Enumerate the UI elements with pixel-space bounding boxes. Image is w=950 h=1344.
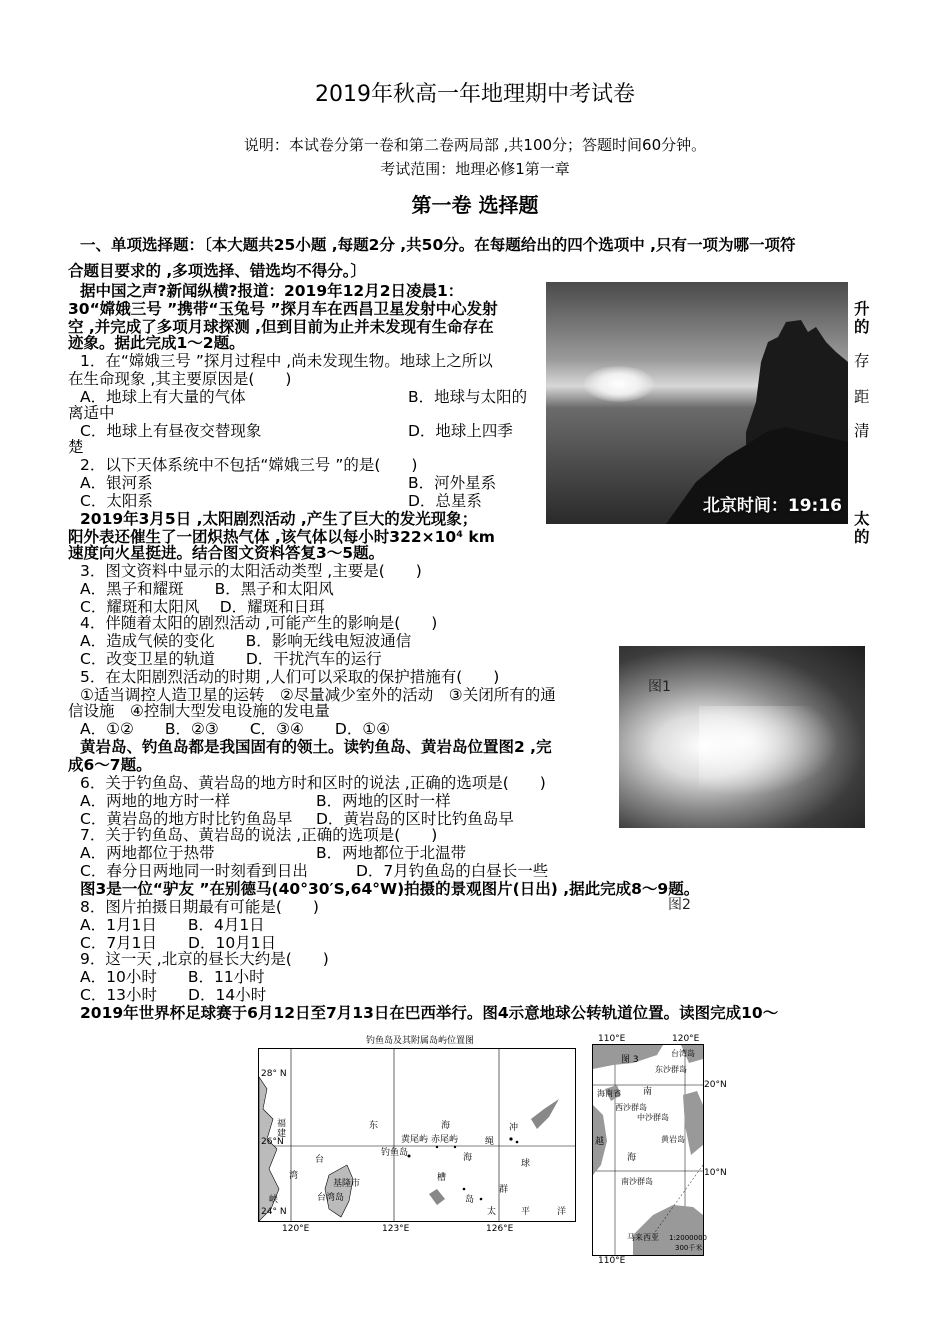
map2-hainan: 海南省 — [597, 1089, 621, 1098]
passage-2-line-a: 2019年3月5日 ,太阳剧烈活动 ,产生了巨大的发光现象； — [80, 510, 478, 528]
map2-dongsha: 东沙群岛 — [655, 1065, 687, 1074]
map2-lat-10: 10°N — [704, 1168, 727, 1178]
q2-option-a: A．银河系 — [80, 474, 153, 492]
map1-east: 东 — [369, 1121, 379, 1131]
figure-solar-activity-photo — [619, 646, 865, 828]
passage-3-line-a: 黄岩岛、钓鱼岛都是我国固有的领土。读钓鱼岛、黄岩岛位置图2 ,完 — [80, 738, 552, 756]
map2-zhongsha: 中沙群岛 — [637, 1113, 669, 1122]
part1-header-line1: 一、单项选择题：〔本大题共25小题 ,每题2分 ,共50分。在每题给出的四个选项中 ,只有一项为哪一项符 — [80, 236, 796, 254]
q6-option-d: D．黄岩岛的区时比钓鱼岛早 — [316, 810, 514, 828]
question-9: 9．这一天 ,北京的昼长大约是( ) — [80, 950, 329, 968]
question-1-right: 存 — [854, 352, 870, 370]
map1-taiwan: 台湾岛 — [317, 1193, 345, 1203]
map2-lon-120-top: 120°E — [672, 1034, 700, 1044]
map1-lon-126: 126°E — [486, 1224, 514, 1234]
q3-options-cd: C．耀斑和太阳风 D．耀斑和日珥 — [80, 598, 325, 616]
map2-hai: 海 — [627, 1153, 637, 1163]
figure2-caption: 图2 — [668, 897, 691, 913]
photo-timestamp: 北京时间：19:16 — [702, 496, 842, 516]
passage-2-line-c: 速度向火星挺进。结合图文资料答复3～5题。 — [68, 544, 385, 562]
solar-flare — [699, 706, 839, 796]
q1-option-b-right: 距 — [854, 388, 870, 406]
map2-scale: 1:2000000 — [669, 1234, 707, 1242]
map1-sheng: 绳 — [485, 1137, 495, 1147]
q8-options-cd: C．7月1日 D．10月1日 — [80, 934, 277, 952]
figure1-caption: 图1 — [648, 679, 671, 695]
question-8: 8．图片拍摄日期最有可能是( ) — [80, 898, 319, 916]
map-diaoyu-islands — [258, 1048, 576, 1222]
q1-option-b: B．地球与太阳的 — [408, 388, 528, 406]
map1-title: 钓鱼岛及其附属岛屿位置图 — [366, 1036, 475, 1046]
map1-diaoyu: 钓鱼岛 — [381, 1148, 409, 1158]
cliff-silhouette — [546, 282, 848, 524]
map1-tai2: 太 — [487, 1207, 497, 1217]
map1-huangwei: 黄尾屿 — [401, 1135, 429, 1145]
section-title: 第一卷 选择题 — [411, 193, 539, 217]
passage-5: 2019年世界杯足球赛于6月12日至7月13日在巴西举行。图4示意地球公转轨道位置。读图完成10～ — [80, 1004, 779, 1022]
question-6: 6．关于钓鱼岛、黄岩岛的地方时和区时的说法 ,正确的选项是( ) — [80, 774, 546, 792]
passage-3-line-b: 成6～7题。 — [68, 756, 152, 774]
map2-nan: 南 — [643, 1087, 653, 1097]
question-2: 2．以下天体系统中不包括“嫦娥三号 ”的是( ) — [80, 456, 418, 474]
map1-jilong: 基隆市 — [333, 1179, 361, 1189]
q8-options-ab: A．1月1日 B．4月1日 — [80, 916, 265, 934]
q6-option-c: C．黄岩岛的地方时比钓鱼岛早 — [80, 810, 293, 828]
map2-nansha: 南沙群岛 — [621, 1177, 653, 1186]
passage-2-line-a-right: 太 — [854, 510, 870, 528]
map2-lines — [593, 1045, 703, 1255]
map1-lon-123: 123°E — [382, 1224, 410, 1234]
passage-1-line-c: 空 ,并完成了多项月球探测 ,但到目前为止并未发现有生命存在 — [68, 318, 494, 336]
map1-lat-26: 26°N — [261, 1137, 284, 1147]
question-1: 1．在“嫦娥三号 ”探月过程中 ,尚未发现生物。地球上之所以 — [80, 352, 493, 370]
passage-1-line-b-right: 的 — [854, 318, 870, 336]
page-title: 2019年秋高一年地理期中考试卷 — [315, 82, 635, 107]
q1-option-d: D．地球上四季 — [408, 422, 513, 440]
q7-option-b: B．两地都位于北温带 — [316, 844, 467, 862]
map2-malaixiya: 马来西亚 — [627, 1233, 659, 1242]
q7-option-d: D．7月钓鱼岛的白昼长一些 — [356, 862, 549, 880]
map2-huangyan: 黄岩岛 — [661, 1135, 685, 1144]
map2-scale-km: 300千米 — [675, 1244, 703, 1252]
passage-4: 图3是一位“驴友 ”在别德马(40°30′S,64°W)拍摄的景观图片(日出) ,据此完成8～9题。 — [80, 880, 700, 898]
question-5: 5．在太阳剧烈活动的时期 ,人们可以采取的保护措施有( ) — [80, 668, 500, 686]
map2-fig3-label: 图 3 — [621, 1055, 639, 1065]
map2-lon-110-bottom: 110°E — [598, 1256, 626, 1266]
question-3: 3．图文资料中显示的太阳活动类型 ,主要是( ) — [80, 562, 422, 580]
q5-statements-b: 信设施 ④控制大型发电设施的发电量 — [68, 702, 330, 720]
passage-1-line-a: 据中国之声?新闻纵横?报道：2019年12月2日凌晨1： — [80, 282, 464, 300]
passage-1-line-b: 30“嫦娥三号 ”携带“玉兔号 ”探月车在西昌卫星发射中心发射 — [68, 300, 498, 318]
question-1-line-b: 在生命现象 ,其主要原因是( ) — [68, 370, 292, 388]
map1-sea2: 海 — [463, 1153, 473, 1163]
instructions: 说明：本试卷分第一卷和第二卷两局部 ,共100分；答题时间60分钟。 — [243, 136, 707, 154]
map1-wan: 湾 — [289, 1171, 299, 1181]
q4-options-cd: C．改变卫星的轨道 D．干扰汽车的运行 — [80, 650, 382, 668]
map1-lat-24: 24° N — [261, 1207, 287, 1217]
q3-options-ab: A．黑子和耀斑 B．黑子和太阳风 — [80, 580, 334, 598]
q1-option-a: A．地球上有大量的气体 — [80, 388, 246, 406]
q1-option-b-cont: 离适中 — [68, 404, 115, 422]
map1-ping: 平 — [521, 1207, 531, 1217]
map1-lon-120: 120°E — [282, 1224, 310, 1234]
map1-xia: 峡 — [269, 1195, 279, 1205]
map-south-china-sea — [592, 1044, 707, 1256]
passage-1-line-d: 迹象。据此完成1～2题。 — [68, 334, 245, 352]
q6-option-b: B．两地的区时一样 — [316, 792, 451, 810]
map1-sea1: 海 — [441, 1121, 451, 1131]
part1-header-line2: 合题目要求的 ,多项选择、错选均不得分。〕 — [68, 262, 367, 280]
map1-cao: 槽 — [437, 1173, 447, 1183]
q7-option-c: C．春分日两地同一时刻看到日出 — [80, 862, 308, 880]
q1-option-d-right: 清 — [854, 422, 870, 440]
exam-scope: 考试范围：地理必修1第一章 — [380, 160, 570, 178]
map1-qun: 群 — [499, 1185, 509, 1195]
map1-yang: 洋 — [557, 1207, 567, 1217]
q9-options-cd: C．13小时 D．14小时 — [80, 986, 267, 1004]
q2-option-c: C．太阳系 — [80, 492, 153, 510]
q4-options-ab: A．造成气候的变化 B．影响无线电短波通信 — [80, 632, 412, 650]
q9-options-ab: A．10小时 B．11小时 — [80, 968, 265, 986]
passage-2-line-b-right: 的 — [854, 528, 870, 546]
q7-option-a: A．两地都位于热带 — [80, 844, 215, 862]
passage-2-line-b: 阳外表还催生了一团炽热气体 ,该气体以每小时322×10⁴ km — [68, 528, 495, 546]
map1-chiwei: 赤尾屿 — [431, 1135, 459, 1145]
map1-jian: 建 — [277, 1129, 287, 1139]
q5-options: A．①② B．②③ C．③④ D．①④ — [80, 720, 391, 738]
question-4: 4．伴随着太阳的剧烈活动 ,可能产生的影响是( ) — [80, 614, 438, 632]
q5-statements-a: ①适当调控人造卫星的运转 ②尽量减少室外的活动 ③关闭所有的通 — [80, 686, 556, 704]
q1-option-d-cont: 楚 — [68, 438, 84, 456]
q1-option-c: C．地球上有昼夜交替现象 — [80, 422, 262, 440]
map2-lat-20: 20°N — [704, 1080, 727, 1090]
passage-1-line-a-right: 升 — [854, 300, 870, 318]
question-7: 7．关于钓鱼岛、黄岩岛的说法 ,正确的选项是( ) — [80, 826, 438, 844]
map1-fu: 福 — [277, 1119, 287, 1129]
map2-lon-110-top: 110°E — [598, 1034, 626, 1044]
figure-moon-sunrise-photo — [546, 282, 848, 524]
map2-yue: 越 — [595, 1137, 605, 1147]
map1-qiu: 球 — [521, 1159, 531, 1169]
map1-tai: 台 — [315, 1155, 325, 1165]
q6-option-a: A．两地的地方时一样 — [80, 792, 231, 810]
map1-dao: 岛 — [465, 1195, 475, 1205]
map2-xisha: 西沙群岛 — [615, 1103, 647, 1112]
map1-chong: 冲 — [509, 1123, 519, 1133]
map2-taiwan: 台湾岛 — [671, 1049, 695, 1058]
map1-lat-28: 28° N — [261, 1069, 287, 1079]
q2-option-d: D．总星系 — [408, 492, 482, 510]
q2-option-b: B．河外星系 — [408, 474, 497, 492]
